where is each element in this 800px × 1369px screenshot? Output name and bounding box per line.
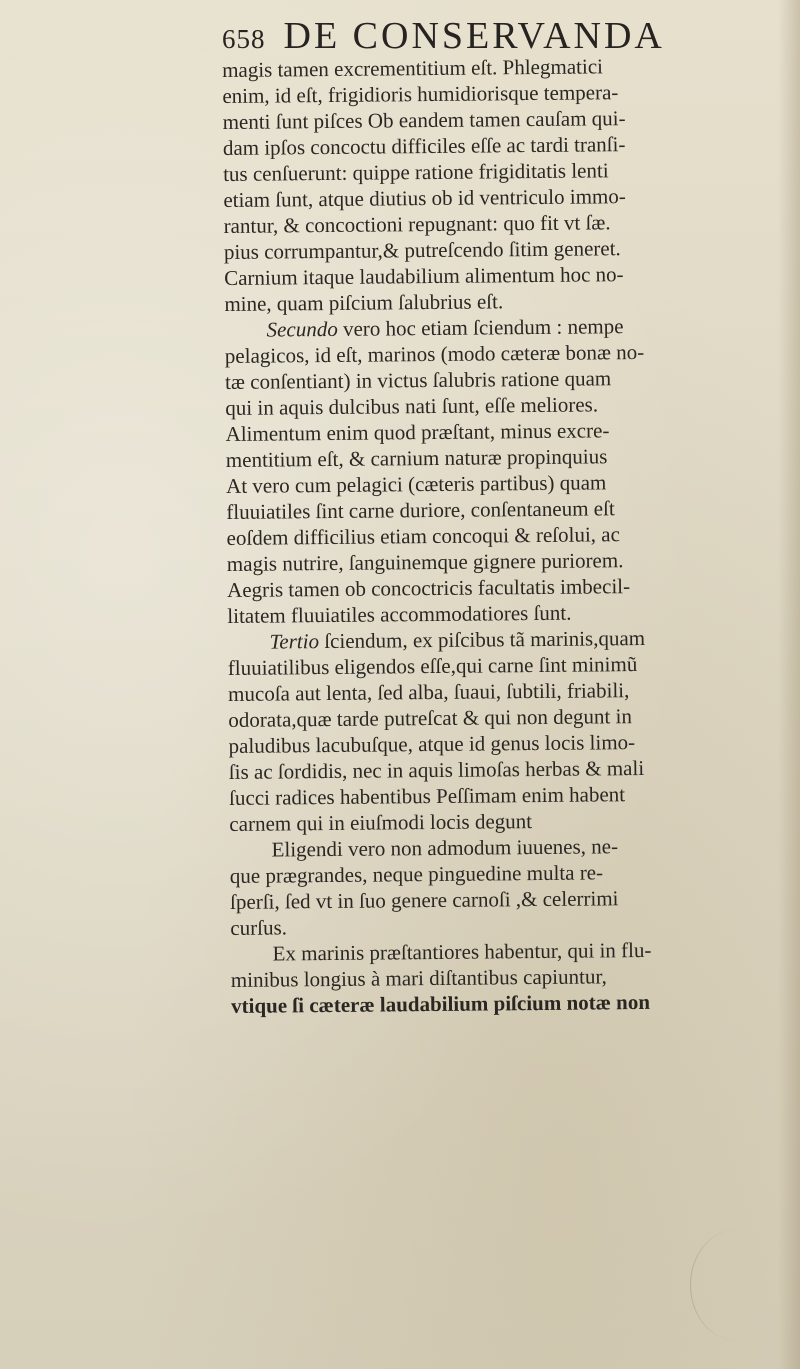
text-line: pelagicos, id eſt, marinos (modo cæteræ bonæ no- [224, 339, 645, 368]
text-line: ſucci radices habentibus Peſſimam enim habent [228, 782, 626, 810]
running-head: DE CONSERVANDA [283, 15, 665, 57]
text-line: mucoſa aut lenta, ſed alba, ſuaui, ſubtili, friabili, [227, 678, 630, 706]
text-line: mine, quam piſcium ſalubrius eſt. [224, 289, 504, 316]
text-line: ſis ac ſordidis, nec in aquis limoſas herbas & mali [228, 755, 645, 784]
text-line: minibus longius à mari diſtantibus capiuntur, [230, 964, 607, 992]
text-line: litatem fluuiatiles accommodatiores ſunt. [227, 600, 572, 628]
catch-line: vtique ſi cæteræ laudabilium piſcium notæ non [230, 989, 651, 1018]
text-line: Carnium itaque laudabilium alimentum hoc no- [224, 262, 624, 290]
paper-stain [690, 1230, 781, 1340]
text-line: menti ſunt piſces Ob eandem tamen cauſam qui- [222, 106, 626, 134]
text-line: rantur, & concoctioni repugnant: quo fit vt ſæ. [223, 210, 611, 238]
paragraph-text: vero hoc etiam ſciendum : nempe [337, 314, 624, 341]
text-line: Aegris tamen ob concoctricis facultatis imbecil- [227, 574, 631, 602]
paragraph-eligendi-first-line: Eligendi vero non admodum iuuenes, ne- [271, 834, 619, 862]
text-line: paludibus lacubuſque, atque id genus locis limo- [228, 730, 636, 758]
text-line: que prægrandes, neque pinguedine multa re- [229, 860, 604, 888]
text-line: fluuiatilibus eligendos eſſe,qui carne ſint minimũ [227, 652, 638, 680]
text-line: dam ipſos concoctu difficiles eſſe ac tardi tranſi- [222, 132, 626, 160]
text-line: qui in aquis dulcibus nati ſunt, eſſe meliores. [225, 392, 599, 420]
page-number: 658 [222, 24, 266, 54]
text-line: tus cenſuerunt: quippe ratione frigiditatis lenti [223, 158, 609, 186]
text-line: carnem qui in eiuſmodi locis degunt [229, 809, 533, 836]
paragraph-lead-secundo: Secundo [266, 316, 338, 342]
text-line: Alimentum enim quod præſtant, minus excre- [225, 418, 610, 446]
text-line: tæ conſentiant) in victus ſalubris ratione quam [225, 366, 612, 394]
text-line: eoſdem difficilius etiam concoqui & reſolui, ac [226, 522, 620, 550]
text-line: magis nutrire, ſanguinemque gignere puriorem. [226, 548, 624, 576]
body-text [222, 52, 800, 1019]
text-line: fluuiatiles ſint carne duriore, conſentaneum eſt [226, 496, 615, 524]
text-line: odorata,quæ tarde putreſcat & qui non degunt in [228, 704, 633, 732]
text-line: pius corrumpantur,& putreſcendo ſitim generet. [223, 236, 621, 264]
text-line: At vero cum pelagici (cæteris partibus) quam [226, 470, 607, 498]
text-line: etiam ſunt, atque diutius ob id ventriculo immo- [223, 184, 626, 212]
text-line: mentitium eſt, & carnium naturæ propinquius [225, 444, 608, 472]
text-line: curſus. [230, 915, 288, 940]
paragraph-text: ſciendum, ex piſcibus tã marinis,quam [318, 625, 646, 654]
text-line: enim, id eſt, frigidioris humidiorisque tempera- [222, 80, 619, 108]
text-line: ſperſi, ſed vt in ſuo genere carnoſi ,& celerrimi [229, 886, 619, 914]
paragraph-lead-tertio: Tertio [269, 629, 320, 654]
paragraph-ex-marinis-first-line: Ex marinis præſtantiores habentur, qui in flu- [272, 937, 652, 966]
text-line: magis tamen excrementitium eſt. Phlegmatici [222, 54, 604, 82]
